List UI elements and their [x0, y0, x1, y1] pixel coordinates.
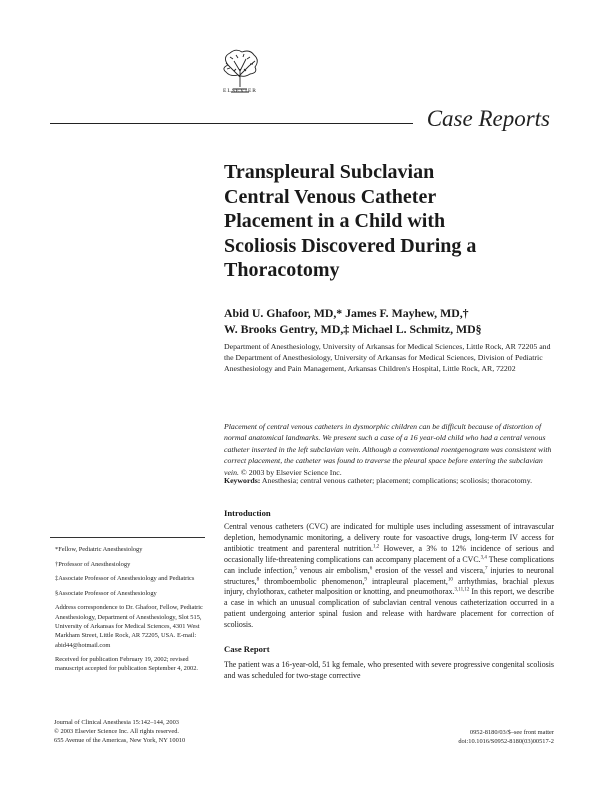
abstract: [224, 421, 554, 478]
publisher-name: ELSEVIER: [223, 88, 257, 94]
section-label: Case Reports: [426, 106, 550, 131]
keywords-text: Anesthesia; central venous catheter; placement; complications; scoliosis; thoracotomy.: [261, 476, 533, 485]
title-line: Scoliosis Discovered During a: [224, 234, 477, 257]
footer-identifiers: [390, 728, 554, 746]
keywords: [224, 475, 554, 487]
affiliation: Department of Anesthesiology, University of Arkansas for Medical Sciences, Little Rock, AR 72205 and the Department of Anesthesiology, University of Arkansas for Medical Sciences, Division of Pediatric Anesthesiology and Pain Management, Arkansas Children's Hospital, Little Rock, AR, 72202: [224, 342, 551, 374]
footnote-rule: [50, 537, 205, 538]
footer-journal-info: [54, 718, 254, 745]
footnote: §Associate Professor of Anesthesiology: [55, 589, 157, 597]
title-line: Central Venous Catheter: [224, 185, 437, 208]
footnote-address: Address correspondence to Dr. Ghafoor, Fellow, Pediatric Anesthesiology, Department of Anesthesiology, Slot 515, University of Arkansas for Medical Sciences, 4301 West Markham Street, Little Rock, AR 72205, USA. E-mail: abid44@hotmail.com: [55, 604, 203, 649]
keywords-label: Keywords:: [224, 476, 261, 485]
case-report-paragraph: The patient was a 16-year-old, 51 kg female, who presented with severe progressive congenital scoliosis and was scheduled for two-stage corrective: [224, 660, 554, 680]
abstract-copyright: © 2003 by Elsevier Science Inc.: [240, 467, 342, 477]
introduction-heading: Introduction: [224, 508, 271, 518]
title-line: Placement in a Child with: [224, 210, 446, 232]
footer-issn: 0952-8180/03/$–see front matter: [469, 729, 554, 736]
citation: 1,2: [373, 544, 380, 550]
footnote-received: Received for publication February 19, 2002; revised manuscript accepted for publication September 4, 2002.: [55, 656, 199, 673]
title-line: Transpleural Subclavian: [224, 161, 435, 183]
introduction-paragraph: Central venous catheters (CVC) are indicated for multiple uses including assessment of intravascular depletion, hemodynamic monitoring, a delivery route for vasoactive drugs, long-term IV access for antibiotic treatment and parenteral nutrition.$^{1,2}$ However, a 3% to 12% incidence of serious and occasionally life-threatening complications can accompany placement of a CVC.$^{3,4}$ These complications can include infection,$^5$ venous air embolism,$^6$ erosion of the vessel and viscera,$^7$ injuries to neuronal structures,$^8$ thromboembolic phenomenon,$^9$ intrapleural placement,$^{10}$ arrhythmias, brachial plexus injury, chylothorax, catheter malposition or knotting, and pneumothorax.$^{3,11,12}$ In this report, we describe a case in which an unusual complication of subclavian central venous catheterization occurred in a patient undergoing anterior spinal fusion and release with hardware placement for correction of scoliosis.: [224, 522, 554, 630]
footer-copyright: © 2003 Elsevier Science Inc. All rights reserved.: [54, 728, 179, 735]
citation: 3,11,12: [454, 587, 470, 593]
citation: 5: [294, 566, 297, 571]
citation: 8: [256, 576, 260, 582]
footnote: †Professor of Anesthesiology: [55, 560, 131, 568]
authors-line: Abid U. Ghafoor, MD,* James F. Mayhew, MD,†: [224, 306, 469, 320]
footnote: ‡Associate Professor of Anesthesiology and Pediatrics: [55, 575, 195, 583]
authors: [224, 305, 554, 337]
citation: 7: [484, 566, 488, 571]
case-report-heading: Case Report: [224, 644, 270, 654]
footer-address: 655 Avenue of the Americas, New York, NY 10010: [54, 737, 186, 744]
abstract-text: Placement of central venous catheters in dysmorphic children can be difficult because of distortion of normal anatomical landmarks. We present such a case of a 16 year-old child who had a central venous catheter inserted in the left subclavian vein. Although a conventional roentgenogram was consistent with correct placement, the catheter was found to traverse the pleural space before entering the subclavian vein.: [224, 422, 552, 477]
footer-journal: Journal of Clinical Anesthesia 15:142–144, 2003: [54, 719, 179, 726]
footer-doi: doi:10.1016/S0952-8180(03)00517-2: [458, 738, 554, 745]
title-line: Thoracotomy: [224, 259, 340, 281]
citation: 10: [447, 576, 453, 582]
authors-line: W. Brooks Gentry, MD,‡ Michael L. Schmitz, MD§: [224, 322, 482, 336]
citation: 9: [364, 576, 367, 582]
footnotes: [55, 545, 205, 679]
header-rule: [50, 123, 413, 124]
citation: 3,4: [480, 555, 487, 561]
article-title: [224, 160, 554, 283]
citation: 6: [369, 566, 373, 571]
footnote: *Fellow, Pediatric Anesthesiology: [55, 546, 143, 553]
